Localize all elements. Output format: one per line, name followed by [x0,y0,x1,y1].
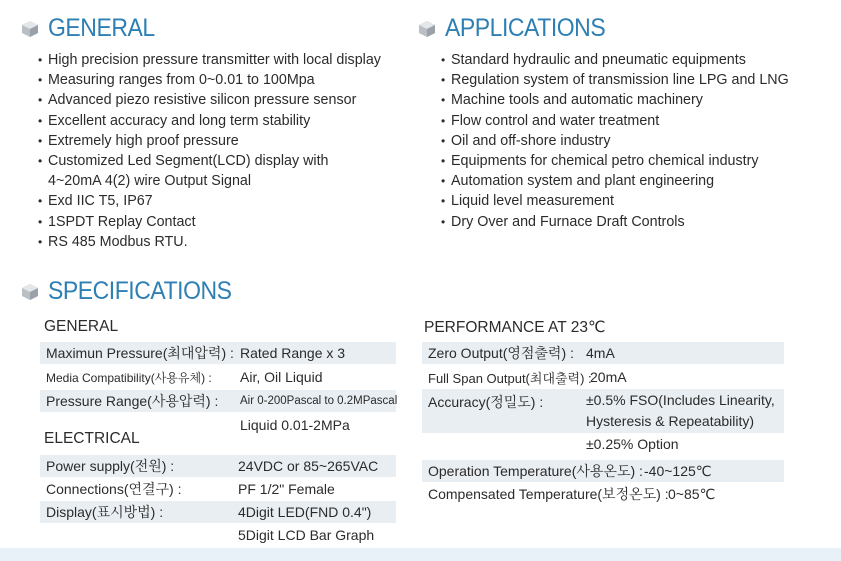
spec-label: Full Span Output(최대출력) : [428,370,592,386]
spec-row [422,342,784,364]
list-item-continuation: 4~20mA 4(2) wire Output Signal [48,173,252,190]
list-item: • Customized Led Segment(LCD) display with 4~20mA 4(2) wire Output Signal [38,151,381,191]
list-item: • High precision pressure transmitter with local display [38,50,381,70]
spec-label: Maximun Pressure(최대압력) : [46,345,234,361]
specifications-heading [20,277,248,306]
spec-value: -40~125℃ [644,462,712,479]
spec-row [422,389,784,433]
list-item: • Liquid level measurement [441,191,789,211]
spec-label: Power supply(전원) : [46,458,175,474]
spec-label: Zero Output(영점출력) : [428,345,574,361]
spec-row [40,455,396,477]
spec-row [422,366,784,388]
specifications-heading-text: SPECIFICATIONS [48,277,232,305]
gem-bullet-icon [20,19,40,39]
spec-row [40,366,396,388]
general-list [38,50,381,252]
list-item: • RS 485 Modbus RTU. [38,232,381,252]
spec-row-continuation [422,433,784,455]
spec-value: 4Digit LED(FND 0.4") [238,504,372,520]
spec-row [40,501,396,523]
list-item: • Exd IIC T5, IP67 [38,191,381,211]
applications-heading-text: APPLICATIONS [445,14,606,42]
spec-value: Liquid 0.01-2MPa [240,417,350,433]
spec-label: Connections(연결구) : [46,481,182,497]
spec-value: 24VDC or 85~265VAC [238,458,379,474]
spec-value: 4mA [586,345,615,361]
spec-value: ±0.5% FSO(Includes Linearity, [586,392,775,408]
spec-value: Hysteresis & Repeatability) [586,413,755,429]
list-item: • 1SPDT Replay Contact [38,212,381,232]
spec-performance-title: PERFORMANCE AT 23℃ [424,319,606,336]
spec-label: Compensated Temperature(보정온도) : [428,486,669,502]
spec-value: 20mA [590,369,627,385]
list-item: • Standard hydraulic and pneumatic equipments [441,50,789,70]
general-heading-text: GENERAL [48,14,155,42]
list-item: • Dry Over and Furnace Draft Controls [441,212,789,232]
list-item: • Measuring ranges from 0~0.01 to 100Mpa [38,70,381,90]
spec-value: Rated Range x 3 [240,345,346,361]
list-item: • Flow control and water treatment [441,111,789,131]
gem-bullet-icon [417,19,437,39]
spec-row [40,342,396,364]
spec-row [40,478,396,500]
spec-label: Pressure Range(사용압력) : [46,393,219,409]
spec-label: Accuracy(정밀도) : [428,394,544,410]
list-item: • Machine tools and automatic machinery [441,90,789,110]
spec-value: Air, Oil Liquid [240,369,323,385]
list-item: • Oil and off-shore industry [441,131,789,151]
spec-row [40,390,396,412]
spec-row-continuation [40,524,396,546]
applications-heading [417,14,619,43]
list-item: • Advanced piezo resistive silicon pressure sensor [38,90,381,110]
spec-row [422,460,784,482]
list-item: • Extremely high proof pressure [38,131,381,151]
spec-value: Air 0-200Pascal to 0.2MPascal [240,395,398,407]
list-item: • Excellent accuracy and long term stability [38,111,381,131]
spec-label: Display(표시방법) : [46,504,164,520]
spec-general-title: GENERAL [44,318,119,335]
spec-value: 0~85℃ [668,485,716,502]
gem-bullet-icon [20,282,40,302]
list-item: • Automation system and plant engineering [441,171,789,191]
spec-label: Operation Temperature(사용온도) : [428,463,643,479]
list-item: • Equipments for chemical petro chemical industry [441,151,789,171]
general-heading [20,14,164,43]
spec-value: 5Digit LCD Bar Graph [238,527,375,543]
spec-value: ±0.25% Option [586,436,679,452]
applications-list [441,50,789,232]
spec-label: Media Compatibility(사용유체) : [46,370,212,385]
spec-row [422,483,784,505]
spec-electrical-title: ELECTRICAL [44,430,140,447]
footer-band [0,548,841,561]
list-item: • Regulation system of transmission line LPG and LNG [441,70,789,90]
spec-value: PF 1/2" Female [238,481,335,497]
